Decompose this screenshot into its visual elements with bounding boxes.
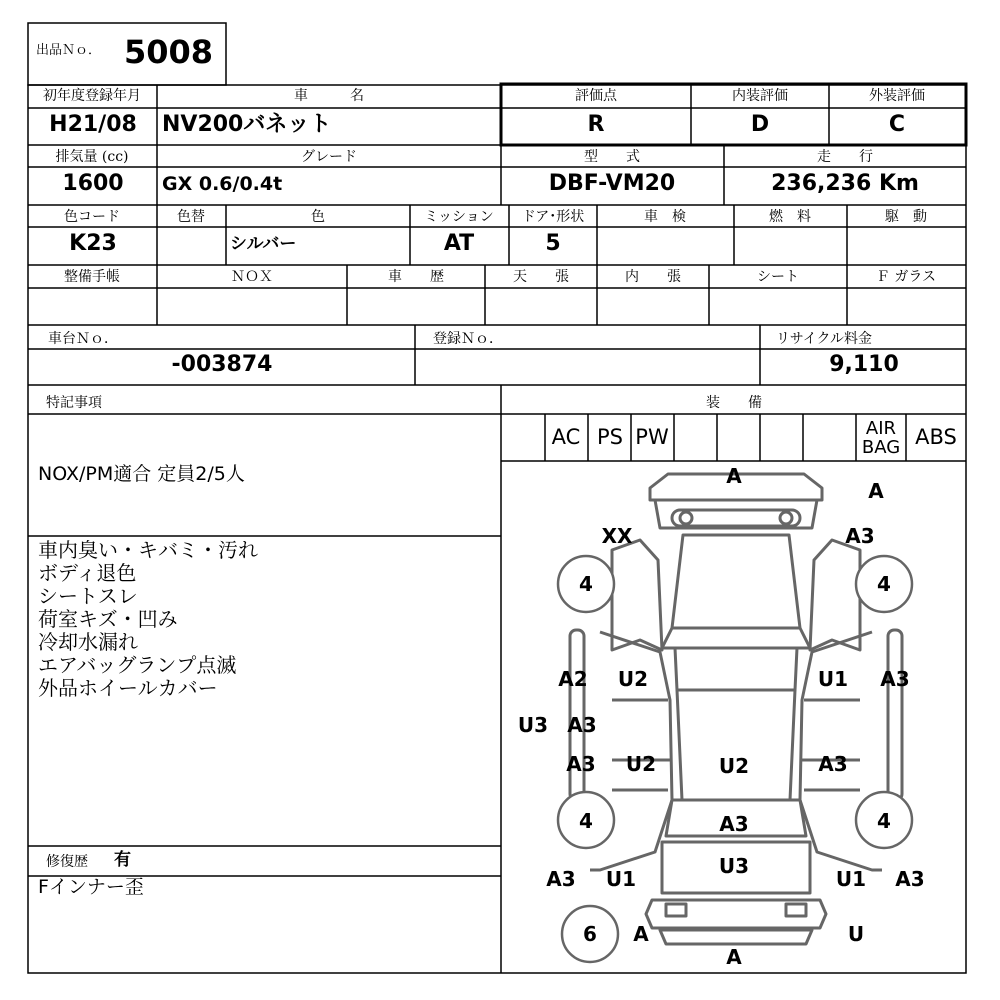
damage-mark: A3 <box>546 867 576 891</box>
color: シルバー <box>230 234 297 254</box>
equipment-label: 装 備 <box>706 395 762 411</box>
drive-label: 駆 動 <box>885 209 927 225</box>
damage-mark: U2 <box>625 752 657 776</box>
damage-mark: A3 <box>880 667 910 691</box>
equipment-pw: PW <box>635 425 669 449</box>
recycle-fee: 9,110 <box>829 352 899 377</box>
registration-number-label: 登録Ｎｏ． <box>433 331 503 347</box>
repair-history-label: 修復歴 <box>46 854 88 870</box>
damage-mark: A3 <box>895 867 925 891</box>
front-glass-label: Ｆ ガラス <box>875 269 937 285</box>
damage-mark: XX <box>601 524 633 548</box>
damage-mark: U2 <box>617 667 649 691</box>
damage-mark: 4 <box>579 572 593 596</box>
damage-mark: A3 <box>845 524 875 548</box>
first-registration: H21/08 <box>49 112 137 137</box>
ceiling-label: 天 張 <box>513 269 569 285</box>
interior-grade: D <box>750 112 770 137</box>
damage-mark: A <box>726 464 742 488</box>
notes-item: ボディ退色 <box>38 561 137 585</box>
color-label: 色 <box>311 209 325 225</box>
interior-grade-label: 内装評価 <box>732 88 788 104</box>
damage-mark: U1 <box>605 867 637 891</box>
damage-mark: A <box>868 479 884 503</box>
notes-item: 冷却水漏れ <box>38 630 138 654</box>
model-label: 型 式 <box>584 149 640 165</box>
notes-item: 車内臭い・キバミ・汚れ <box>38 538 258 562</box>
equipment-airbag: AIR BAG <box>861 418 901 458</box>
damage-mark: U1 <box>817 667 849 691</box>
car-name: NV200バネット <box>162 112 332 137</box>
repair-detail: Fインナー歪 <box>38 876 144 898</box>
damage-mark: U3 <box>718 854 750 878</box>
damage-mark: U3 <box>517 713 549 737</box>
exterior-grade: C <box>888 112 906 137</box>
recolor-label: 色替 <box>177 209 205 225</box>
damage-mark: A3 <box>818 752 848 776</box>
mileage: 236,236 Km <box>771 171 919 196</box>
interior-lining-label: 内 張 <box>625 269 681 285</box>
mileage-label: 走 行 <box>817 149 873 165</box>
damage-mark: 4 <box>579 809 593 833</box>
car-history-label: 車 歴 <box>388 269 444 285</box>
inspection-label: 車 検 <box>644 209 686 225</box>
damage-mark: A2 <box>558 667 588 691</box>
repair-history-value: 有 <box>114 850 131 870</box>
transmission: AT <box>443 231 475 256</box>
displacement: 1600 <box>62 171 124 196</box>
damage-mark: 6 <box>583 922 597 946</box>
car-name-label: 車 名 <box>294 88 364 104</box>
score-label: 評価点 <box>575 88 617 104</box>
exterior-grade-label: 外装評価 <box>869 88 925 104</box>
displacement-label: 排気量 (cc) <box>55 149 129 165</box>
notes-item: エアバッグランプ点滅 <box>38 653 237 677</box>
nox-label: ＮＯＸ <box>231 269 273 285</box>
recycle-fee-label: リサイクル料金 <box>776 331 873 347</box>
damage-mark: U1 <box>835 867 867 891</box>
notes-item: 荷室キズ・凹み <box>38 607 178 631</box>
doors: 5 <box>545 231 561 256</box>
notes-label: 特記事項 <box>46 395 102 411</box>
door-label: ドア･形状 <box>521 209 585 225</box>
maintenance-book-label: 整備手帳 <box>64 269 120 285</box>
damage-mark: U <box>847 922 865 946</box>
grade: GX 0.6/0.4t <box>162 173 283 195</box>
notes-main: NOX/PM適合 定員2/5人 <box>38 463 245 485</box>
damage-mark: A <box>726 945 742 969</box>
model-code: DBF-VM20 <box>548 171 676 196</box>
notes-item: 外品ホイールカバー <box>38 676 218 700</box>
damage-mark: A <box>633 922 649 946</box>
equipment-ac: AC <box>551 425 581 449</box>
chassis-number-label: 車台Ｎｏ． <box>48 331 118 347</box>
seat-label: シート <box>757 269 799 285</box>
transmission-label: ミッション <box>424 209 494 225</box>
damage-mark: A3 <box>719 812 749 836</box>
color-code: K23 <box>69 231 117 256</box>
notes-list <box>38 539 258 700</box>
damage-mark: 4 <box>877 809 891 833</box>
lot-number-label: 出品Ｎｏ． <box>36 43 102 58</box>
color-code-label: 色コード <box>64 209 120 225</box>
chassis-number: -003874 <box>171 352 273 377</box>
damage-mark: U2 <box>718 754 750 778</box>
lot-number: 5008 <box>124 33 214 71</box>
damage-mark: 4 <box>877 572 891 596</box>
equipment-abs: ABS <box>915 425 957 449</box>
notes-item: シートスレ <box>38 584 138 608</box>
damage-mark: A3 <box>567 713 597 737</box>
grade-label: グレード <box>301 149 357 165</box>
equipment-ps: PS <box>597 425 623 449</box>
damage-mark: A3 <box>566 752 596 776</box>
fuel-label: 燃 料 <box>769 209 811 225</box>
score: R <box>587 112 605 137</box>
first-registration-label: 初年度登録年月 <box>43 88 141 104</box>
